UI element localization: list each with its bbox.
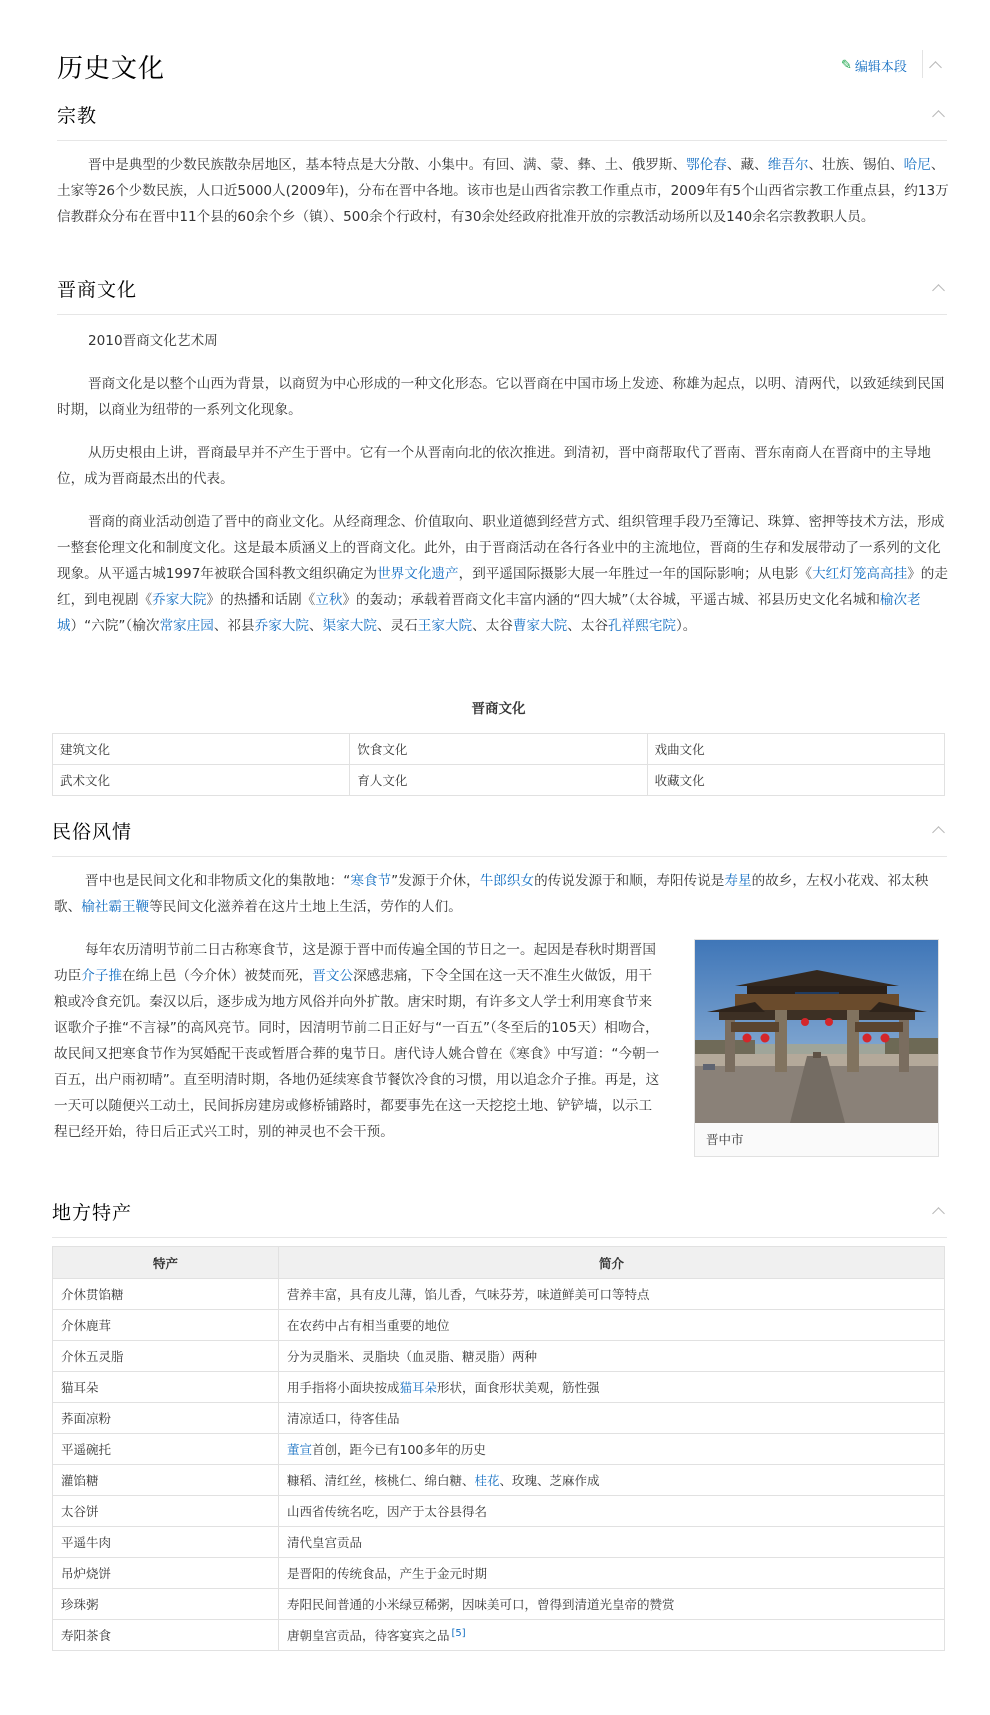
section-title-folk: 民俗风情 (52, 821, 133, 843)
link-shouxing[interactable]: 寿星 (724, 873, 752, 889)
image-caption: 晋中市 (706, 1132, 744, 1147)
specialty-desc (279, 1465, 945, 1496)
section-title-religion: 宗教 (57, 105, 98, 127)
link-qiao-family-compound[interactable]: 乔家大院 (254, 618, 309, 634)
link-wang-family-compound[interactable]: 王家大院 (417, 618, 473, 634)
link-jie-zitui[interactable]: 介子推 (81, 968, 122, 984)
text-run: 等民间文化滋养着在这片土地上生活，劳作的人们。 (149, 899, 462, 915)
specialty-desc (279, 1620, 945, 1651)
table-row (53, 1372, 945, 1403)
specialty-name: 荞面凉粉 (53, 1403, 279, 1434)
text-run: 、藏、 (726, 157, 768, 173)
specialty-desc: 清代皇宫贡品 (279, 1527, 945, 1558)
section-header-folk (52, 817, 947, 857)
table-cell: 饮食文化 (350, 734, 647, 765)
specialty-desc: 山西省传统名吃，因产于太谷县得名 (279, 1496, 945, 1527)
section-header-religion (57, 101, 947, 141)
link-cold-food-festival[interactable]: 寒食节 (350, 873, 392, 889)
text-run: 首创，距今已有100多年的历史 (312, 1442, 486, 1457)
specialty-name: 灌馅糖 (53, 1465, 279, 1496)
merchant-paragraph-2: 从历史根由上讲，晋商最早并不产生于晋中。它有一个从晋南向北的依次推进。到清初，晋中商帮取代了晋南、晋东南商人在晋商中的主导地位，成为晋商最杰出的代表。 (57, 445, 931, 487)
jinzhong-gate-photo[interactable] (695, 940, 938, 1123)
table-row (53, 1279, 945, 1310)
table-row (53, 1620, 945, 1651)
table-row (53, 1434, 945, 1465)
link-duke-wen-of-jin[interactable]: 晋文公 (312, 968, 354, 984)
jinzhong-image-card[interactable] (694, 939, 939, 1157)
text-run: 、灵石 (376, 618, 418, 634)
link-cowherd-weaver[interactable]: 牛郎织女 (479, 873, 535, 889)
link-cao-family-compound[interactable]: 曹家大院 (512, 618, 568, 634)
specialty-desc (279, 1434, 945, 1465)
text-run: 的传说发源于和顺，寿阳传说是 (534, 873, 725, 889)
specialty-name: 猫耳朵 (53, 1372, 279, 1403)
specialty-name: 介休鹿茸 (53, 1310, 279, 1341)
link-chang-family-manor[interactable]: 常家庄园 (159, 618, 214, 634)
table-cell: 建筑文化 (53, 734, 350, 765)
table-header-row (53, 1247, 945, 1279)
section-header-merchant (57, 275, 947, 315)
section-title-merchant: 晋商文化 (57, 279, 138, 301)
specialties-table (52, 1246, 945, 1651)
specialty-name: 寿阳茶食 (53, 1620, 279, 1651)
link-maoerduo[interactable]: 猫耳朵 (399, 1380, 438, 1395)
text-run: 》的走红，到电视剧《 (57, 566, 948, 608)
link-uyghur[interactable]: 维吾尔 (767, 157, 809, 173)
merchant-subtitle: 2010晋商文化艺术周 (88, 333, 218, 349)
table-cell: 收藏文化 (647, 765, 944, 796)
specialty-name: 平遥碗托 (53, 1434, 279, 1465)
link-yushe-bawangbian[interactable]: 榆社霸王鞭 (81, 899, 150, 915)
table-cell: 育人文化 (350, 765, 647, 796)
specialty-desc (279, 1372, 945, 1403)
text-run: 、玫瑰、芝麻作成 (499, 1473, 600, 1488)
text-run: 的故乡，左权小花戏、祁太秧歌、 (54, 873, 929, 915)
table-row (53, 734, 945, 765)
specialty-desc: 清凉适口，待客佳品 (279, 1403, 945, 1434)
merchant-paragraph-3 (57, 509, 949, 639)
folk-paragraph-1 (54, 868, 946, 920)
table-row (53, 1341, 945, 1372)
merchant-culture-table (52, 733, 945, 796)
text-run: 用手指将小面块按成 (287, 1380, 400, 1395)
link-kong-xiangxi-residence[interactable]: 孔祥熙宅院 (608, 618, 677, 634)
link-qiao-family-courtyard[interactable]: 乔家大院 (152, 592, 207, 608)
table-row (53, 765, 945, 796)
merchant-paragraph-1: 晋商文化是以整个山西为背景，以商贸为中心形成的一种文化形态。它以晋商在中国市场上发迹、称雄为起点，以明、清两代，以致延续到民国时期，以商业为纽带的一系列文化现象。 (57, 376, 945, 418)
table-row (53, 1527, 945, 1558)
text-run: ）。 (676, 618, 697, 634)
link-liqiu[interactable]: 立秋 (315, 592, 343, 608)
text-run: 深感悲痛，下令全国在这一天不准生火做饭，用干粮或冷食充饥。秦汉以后，逐步成为地方风俗并向外扩散。唐宋时期，有许多文人学士利用寒食节来讴歌介子推“不言禄”的高风亮节。同时，因清明节前二日正好与“一百五”（冬至后的105天）相吻合，故民间又把寒食节作为冥婚配干丧或暂厝合葬的鬼节日。唐代诗人姚合曾在《寒食》中写道：“今朝一百五，出户雨初晴”。直至明清时期，各地仍延续寒食节餐饮冷食的习惯，用以追念介子推。再是，这一天可以随便兴工动土，民间拆房建房或修桥铺路时，都要事先在这一天挖挖土地、铲铲墙，以示工程已经开始，待日后正式兴工时，别的神灵也不会干预。 (54, 968, 660, 1140)
collapse-chevron-icon[interactable] (931, 107, 945, 121)
text-run: 糠稻、清红丝，核桃仁、绵白糖、 (287, 1473, 475, 1488)
table-cell: 戏曲文化 (647, 734, 944, 765)
text-run: 、土家等26个少数民族，人口近5000人(2009年)，分布在晋中各地。该市也是山西省宗教工作重点市，2009年有5个山西省宗教工作重点县，约13万信教群众分布在晋中11个县的60余个乡（镇）、500余个行政村，有30余处经政府批准开放的宗教活动场所以及140余名宗教教职人员。 (57, 157, 949, 225)
text-run: 、 (308, 618, 323, 634)
section-title-specialties: 地方特产 (52, 1202, 133, 1224)
collapse-chevron-icon[interactable] (931, 823, 945, 837)
text-run: 晋中是典型的少数民族散杂居地区，基本特点是大分散、小集中。有回、满、蒙、彝、土、俄罗斯、 (88, 157, 687, 173)
text-run: ”发源于介休， (391, 873, 480, 889)
page-title: 历史文化 (57, 54, 166, 84)
religion-paragraph (57, 152, 949, 230)
link-ewenki[interactable]: 鄂伦春 (686, 157, 727, 173)
table-cell: 武术文化 (53, 765, 350, 796)
specialty-name: 平遥牛肉 (53, 1527, 279, 1558)
text-run: 在绵上邑（今介休）被焚而死， (121, 968, 313, 984)
link-dong-xuan[interactable]: 董宣 (287, 1442, 313, 1457)
header-divider (922, 50, 923, 78)
text-run: 形状，面食形状美观，筋性强 (437, 1380, 600, 1395)
specialty-desc: 是晋阳的传统食品，产生于金元时期 (279, 1558, 945, 1589)
text-run: 、壮族、锡伯、 (808, 157, 904, 173)
collapse-chevron-icon[interactable] (931, 281, 945, 295)
text-run: ）“六院”（榆次 (70, 618, 160, 634)
text-run: 每年农历清明节前二日古称寒食节，这是源于晋中而传遍全国的节日之一。起因是春秋时期晋国功臣 (54, 942, 656, 984)
collapse-chevron-icon[interactable] (928, 58, 942, 72)
merchant-table-caption: 晋商文化 (471, 701, 526, 717)
link-raise-red-lantern[interactable]: 大红灯笼高高挂 (812, 566, 908, 582)
table-row (53, 1558, 945, 1589)
specialty-name: 吊炉烧饼 (53, 1558, 279, 1589)
table-row (53, 1496, 945, 1527)
specialty-desc: 在农药中占有相当重要的地位 (279, 1310, 945, 1341)
edit-section-button[interactable] (841, 56, 907, 75)
text-run: 、太谷 (567, 618, 609, 634)
table-row (53, 1465, 945, 1496)
folk-paragraph-2 (54, 937, 664, 1145)
text-run: 、祁县 (213, 618, 255, 634)
specialty-desc: 寿阳民间普通的小米绿豆稀粥，因味美可口，曾得到清道光皇帝的赞赏 (279, 1589, 945, 1620)
specialty-desc: 营养丰富，具有皮儿薄，馅儿香，气味芬芳，味道鲜美可口等特点 (279, 1279, 945, 1310)
column-header-name: 特产 (53, 1247, 279, 1279)
link-qu-family-compound[interactable]: 渠家大院 (322, 618, 377, 634)
specialty-desc: 分为灵脂米、灵脂块（血灵脂、糖灵脂）两种 (279, 1341, 945, 1372)
text-run: 晋中也是民间文化和非物质文化的集散地：“ (85, 873, 351, 889)
specialty-name: 介休五灵脂 (53, 1341, 279, 1372)
text-run: 》的热播和话剧《 (206, 592, 316, 608)
edit-section-label: 编辑本段 (854, 60, 907, 75)
reference-link[interactable]: [5] (451, 1628, 466, 1639)
specialty-name: 太谷饼 (53, 1496, 279, 1527)
text-run: 晋商的商业活动创造了晋中的商业文化。从经商理念、价值取向、职业道德到经营方式、组织管理手段乃至簿记、珠算、密押等技术方法，形成一整套伦理文化和制度文化。这是最本质涵义上的晋商文化。此外，由于晋商活动在各行各业中的主流地位，晋商的生存和发展带动了一系列的文化现象。从平遥古城1997年被联合国科教文组织确定为 (57, 514, 945, 582)
link-osmanthus[interactable]: 桂花 (474, 1473, 500, 1488)
specialty-name: 介休贯馅糖 (53, 1279, 279, 1310)
column-header-desc: 简介 (279, 1247, 945, 1279)
link-hani[interactable]: 哈尼 (903, 157, 931, 173)
text-run: 、太谷 (472, 618, 513, 634)
table-row (53, 1589, 945, 1620)
section-header-specialties (52, 1198, 947, 1238)
collapse-chevron-icon[interactable] (931, 1204, 945, 1218)
link-yuci-old-city[interactable]: 榆次老城 (57, 592, 921, 634)
table-row (53, 1403, 945, 1434)
table-row (53, 1310, 945, 1341)
text-run: 》的轰动；承载着晋商文化丰富内涵的“四大城”（太谷城，平遥古城、祁县历史文化名城和 (342, 592, 880, 608)
text-run: ，到平遥国际摄影大展一年胜过一年的国际影响；从电影《 (458, 566, 813, 582)
text-run: 唐朝皇宫贡品，待客宴宾之品 (287, 1628, 450, 1643)
link-world-heritage[interactable]: 世界文化遗产 (377, 566, 459, 582)
specialty-name: 珍珠粥 (53, 1589, 279, 1620)
pencil-icon: ✎ (841, 58, 852, 73)
